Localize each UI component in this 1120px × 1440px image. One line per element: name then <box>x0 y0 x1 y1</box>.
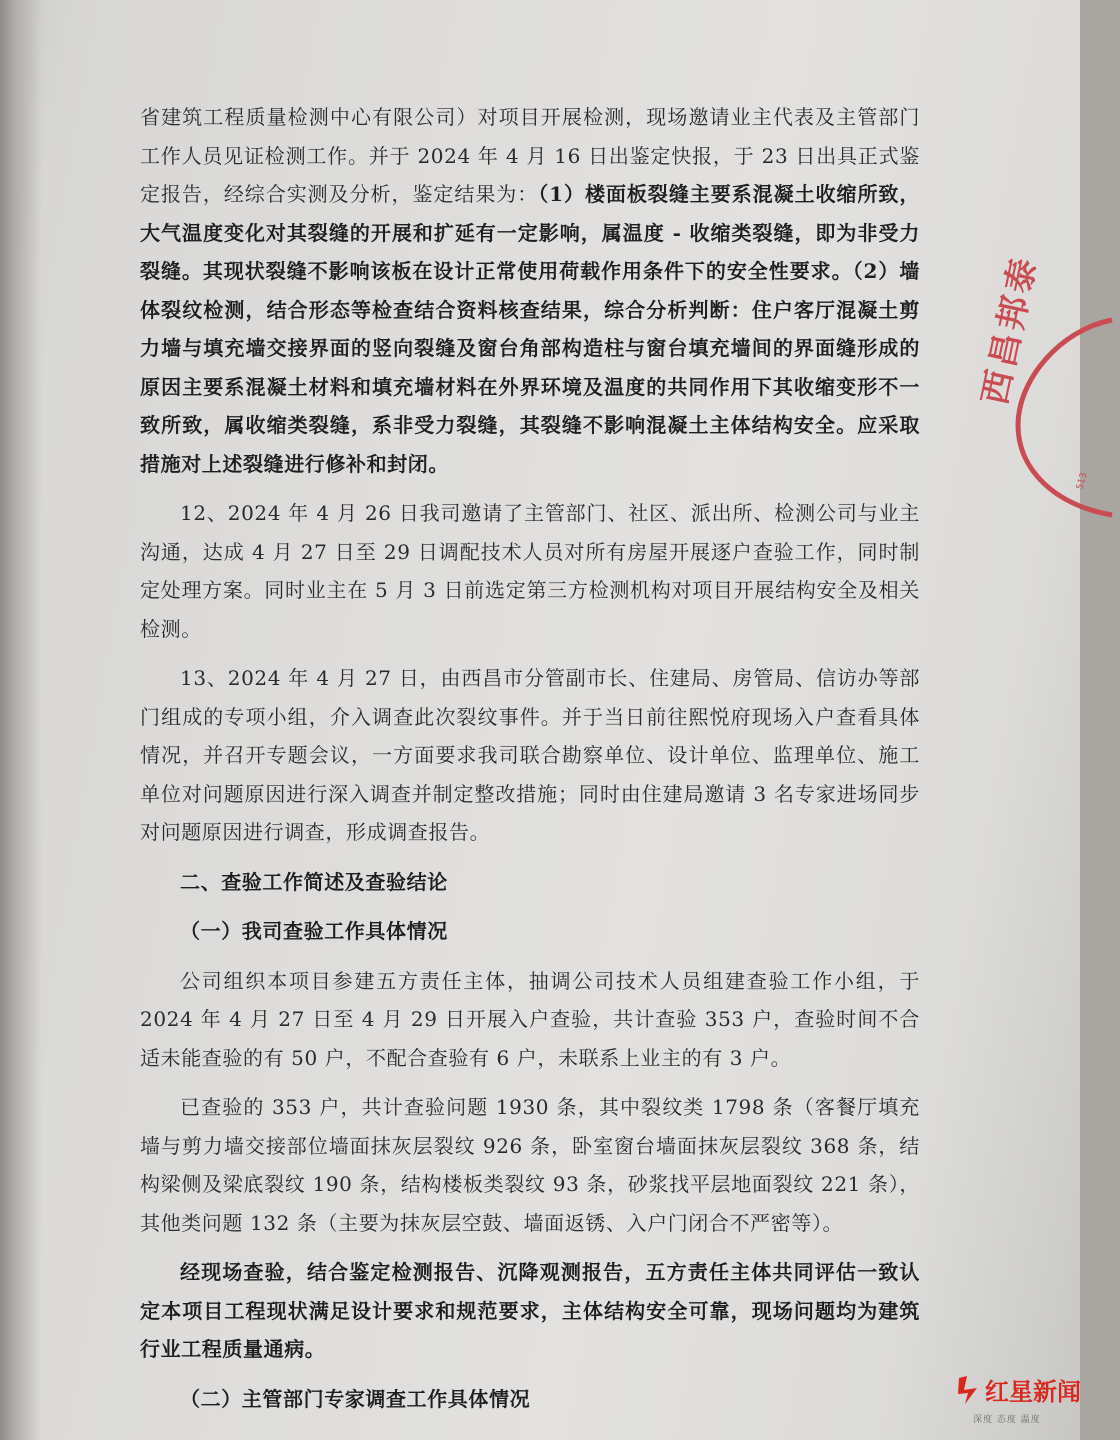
subsection-heading-1: （一）我司查验工作具体情况 <box>180 919 448 943</box>
page-edge-shadow <box>0 0 42 1440</box>
paragraph-appraisal-results-text <box>140 105 920 476</box>
paragraph-inspection-issues: 已查验的 353 户，共计查验问题 1930 条，其中裂纹类 1798 条（客餐厅填充墙与剪力墙交接部位墙面抹灰层裂纹 926 条，卧室窗台墙面抹灰层裂纹 368 条，结构梁侧及梁底裂纹 190 条，结构楼板类裂纹 93 条，砂浆找平层地面裂纹 221 条），其他类问题 132 条（主要为抹灰层空鼓、墙面返锈、入户门闭合不严密等）。 <box>140 1095 920 1235</box>
paragraph-conclusion: 经现场查验，结合鉴定检测报告、沉降观测报告，五方责任主体共同评估一致认定本项目工程现状满足设计要求和规范要求，主体结构安全可靠，现场问题均为建筑行业工程质量通病。 <box>140 1260 920 1361</box>
paragraph-item-13: 13、2024 年 4 月 27 日，由西昌市分管副市长、住建局、房管局、信访办等部门组成的专项小组，介入调查此次裂纹事件。并于当日前往熙悦府现场入户查看具体情况，并召开专题会议，一方面要求我司联合勘察单位、设计单位、监理单位、施工单位对问题原因进行深入调查并制定整改措施；同时由住建局邀请 3 名专家进场同步对问题原因进行调查，形成调查报告。 <box>140 666 920 844</box>
section-heading-2: 二、查验工作简述及查验结论 <box>180 869 448 894</box>
hongxing-star-logo-icon <box>955 1374 985 1408</box>
seal-number: 513 <box>1075 471 1090 491</box>
watermark-brand: 红星新闻 <box>985 1378 1081 1406</box>
appraisal-findings-text: （1）楼面板裂缝主要系混凝土收缩所致，大气温度变化对其裂缝的开展和扩延有一定影响，属温度 - 收缩类裂缝，即为非受力裂缝。其现状裂缝不影响该板在设计正常使用荷载作用条件下的安全性要求。（2）墙体裂纹检测，结合形态等检查结合资料核查结果，综合分析判断：住户客厅混凝土剪力墙与填充墙交接界面的竖向裂缝及窗台角部构造柱与窗台填充墙间的界面缝形成的原因主要系混凝土材料和填充墙材料在外界环境及温度的共同作用下其收缩变形不一致所致，属收缩类裂缝，系非受力裂缝，其裂缝不影响混凝土主体结构安全。应采取措施对上述裂缝进行修补和封闭。 <box>140 182 920 476</box>
appraisal-intro-text: 省建筑工程质量检测中心有限公司）对项目开展检测，现场邀请业主代表及主管部门工作人员见证检测工作。并于 2024 年 4 月 16 日出鉴定快报，于 23 日出具正式鉴定报告，经综合实测及分析，鉴定结果为： <box>140 105 920 206</box>
watermark-slogan: 深度 态度 温度 <box>973 1415 1041 1425</box>
paragraph-inspection-scope: 公司组织本项目参建五方责任主体，抽调公司技术人员组建查验工作小组，于 2024 年 4 月 27 日至 4 月 29 日开展入户查验，共计查验 353 户，查验时间不合适未能查验的有 50 户，不配合查验有 6 户，未联系上业主的有 3 户。 <box>140 968 920 1070</box>
document-body <box>140 98 920 1418</box>
hongxing-news-watermark <box>955 1372 1081 1436</box>
seal-text: 西昌邦泰 <box>974 251 1046 409</box>
seal-ring-outline <box>1018 320 1112 515</box>
paragraph-item-12: 12、2024 年 4 月 26 日我司邀请了主管部门、社区、派出所、检测公司与业主沟通，达成 4 月 27 日至 29 日调配技术人员对所有房屋开展逐户查验工作，同时制定处理方案。同时业主在 5 月 3 日前选定第三方检测机构对项目开展结构安全及相关检测。 <box>140 501 920 641</box>
company-seal-stamp <box>974 251 1120 530</box>
paragraph-appraisal-results <box>140 98 920 483</box>
subsection-heading-2: （二）主管部门专家调查工作具体情况 <box>180 1386 531 1411</box>
